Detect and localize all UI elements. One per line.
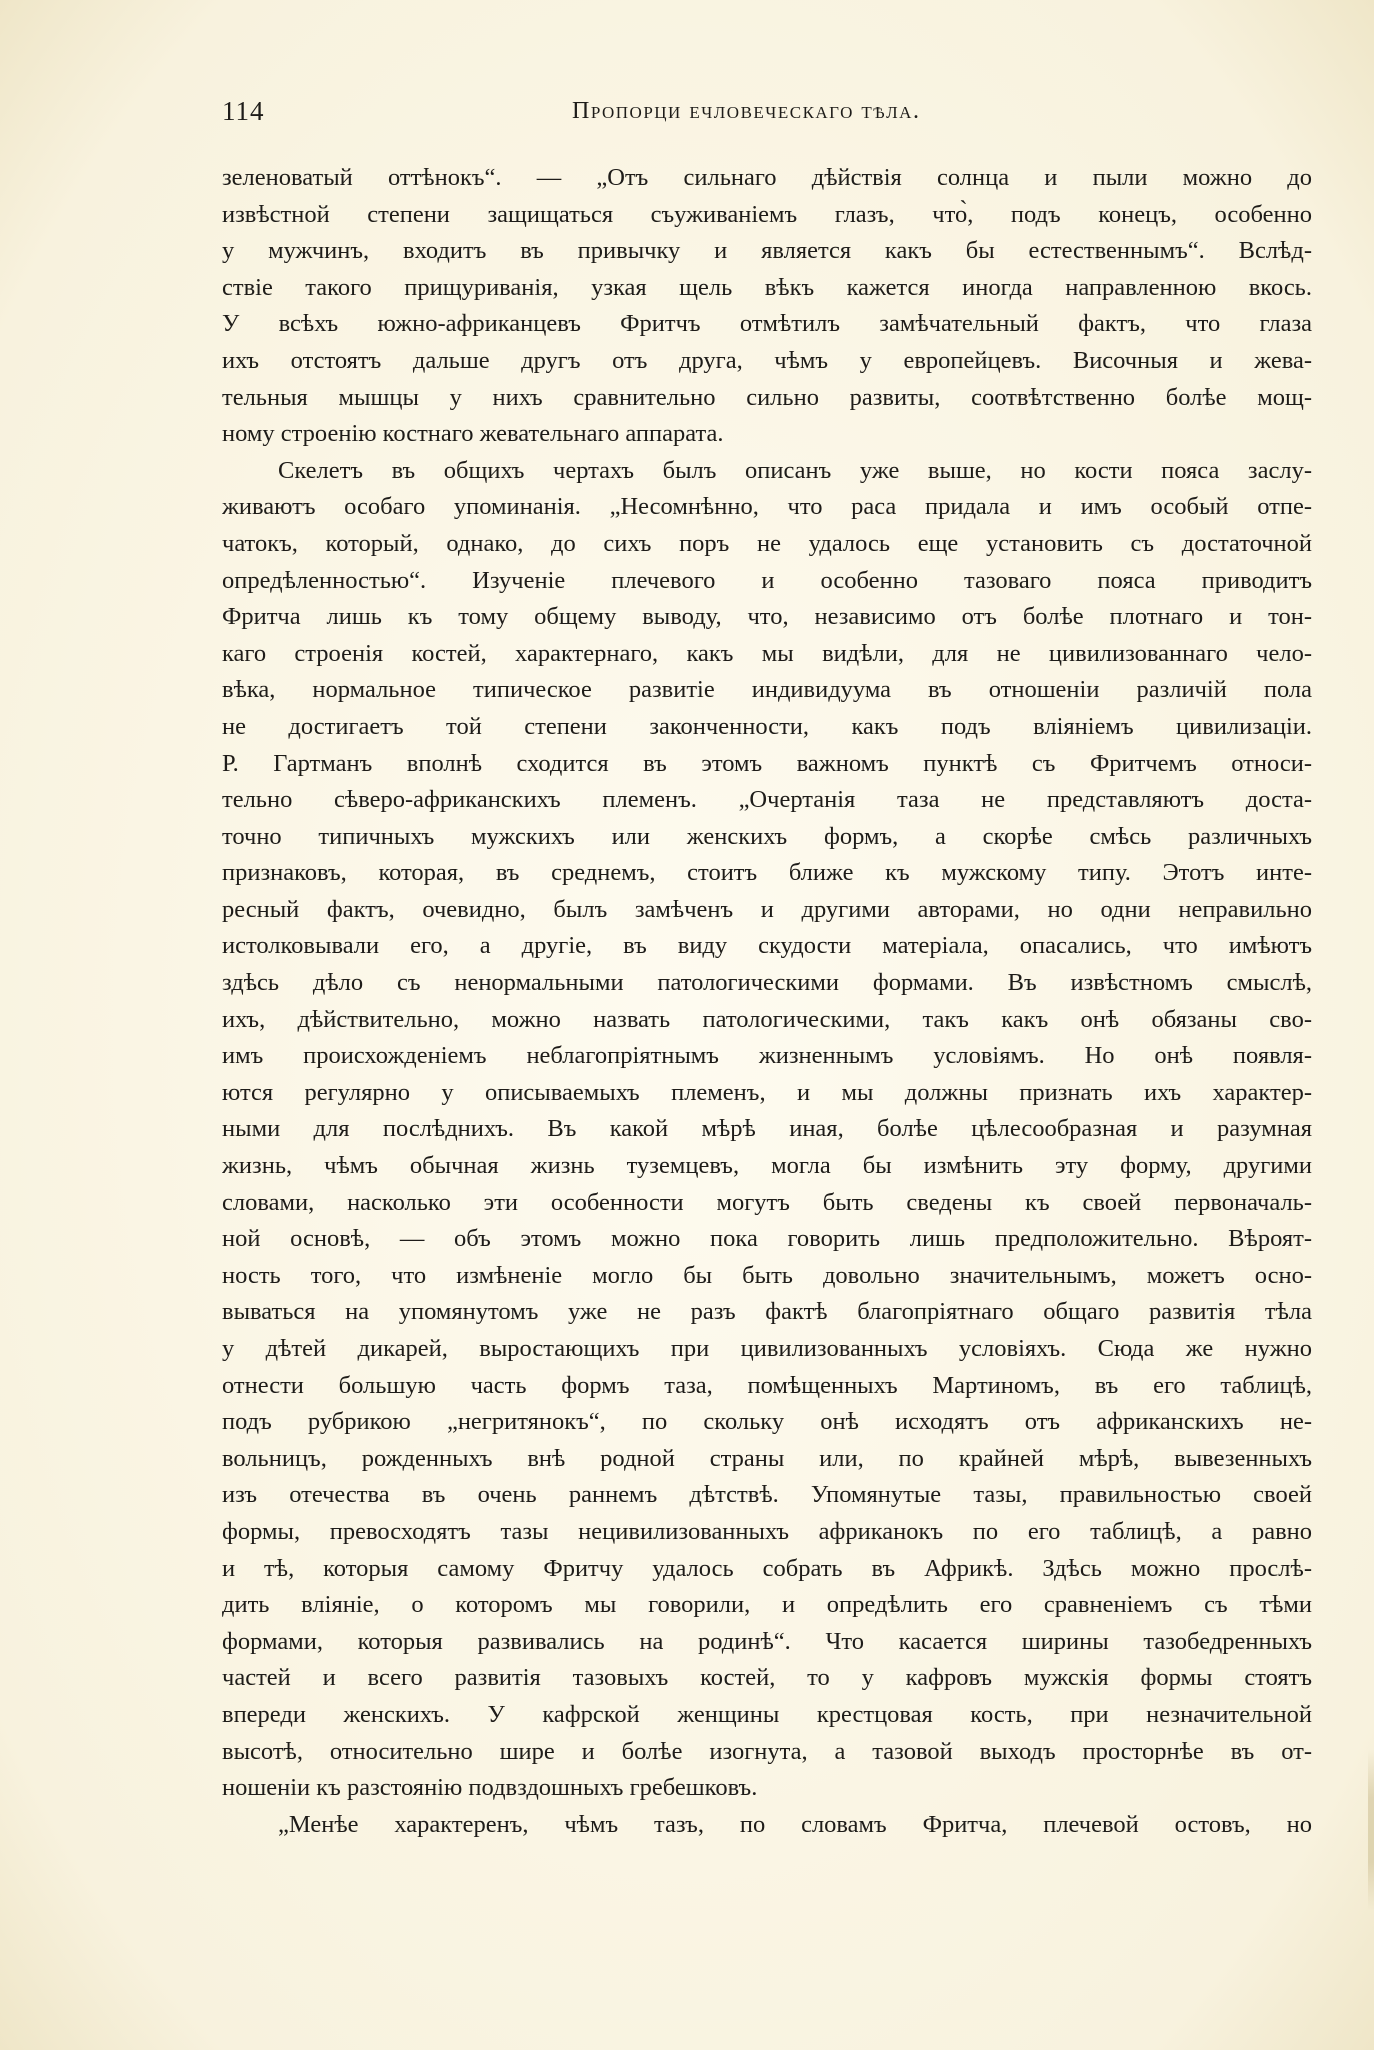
text-line: ной основѣ, — объ этомъ можно пока говорить лишь предположительно. Вѣроят- [222,1225,1312,1253]
text-line: Скелетъ въ общихъ чертахъ былъ описанъ уже выше, но кости пояса заслу- [278,456,1312,484]
text-line: впереди женскихъ. У кафрской женщины крестцовая кость, при незначительной [222,1700,1312,1728]
text-line: Р. Гартманъ вполнѣ сходится въ этомъ важномъ пунктѣ съ Фритчемъ относи- [222,749,1312,777]
text-line: здѣсь дѣло съ ненормальными патологическими формами. Въ извѣстномъ смыслѣ, [222,969,1312,997]
text-line: извѣстной степени защищаться съуживаніемъ глазъ, что̀, подъ конецъ, особенно [222,200,1312,228]
text-line: словами, насколько эти особенности могутъ быть сведены къ своей первоначаль- [222,1188,1312,1216]
text-line: ются регулярно у описываемыхъ племенъ, и мы должны признать ихъ характер- [222,1078,1312,1106]
text-line: „Менѣе характеренъ, чѣмъ тазъ, по словамъ Фритча, плечевой остовъ, но [278,1810,1312,1838]
page-edge-shadow [1368,1750,1374,1910]
text-line: признаковъ, которая, въ среднемъ, стоитъ ближе къ мужскому типу. Этотъ инте- [222,859,1312,887]
text-line: ресный фактъ, очевидно, былъ замѣченъ и другими авторами, но одни неправильно [222,895,1312,923]
text-line: тельно сѣверо-африканскихъ племенъ. „Очертанія таза не представляютъ доста- [222,786,1312,814]
text-line: изъ отечества въ очень раннемъ дѣтствѣ. Упомянутые тазы, правильностью своей [222,1481,1312,1509]
text-line: живаютъ особаго упоминанія. „Несомнѣнно, что раса придала и имъ особый отпе- [222,493,1312,521]
text-line: ствіе такого прищуриванія, узкая щель вѣкъ кажется иногда направленною вкось. [222,273,1312,301]
text-line: Фритча лишь къ тому общему выводу, что, независимо отъ болѣе плотнаго и тон- [222,603,1312,631]
text-line: точно типичныхъ мужскихъ или женскихъ формъ, а скорѣе смѣсь различныхъ [222,822,1312,850]
text-line: жизнь, чѣмъ обычная жизнь туземцевъ, могла бы измѣнить эту форму, другими [222,1152,1312,1180]
text-line: каго строенія костей, характернаго, какъ мы видѣли, для не цивилизованнаго чело- [222,639,1312,667]
text-line: вываться на упомянутомъ уже не разъ фактѣ благопріятнаго общаго развитія тѣла [222,1298,1312,1326]
text-line: у мужчинъ, входитъ въ привычку и является какъ бы естественнымъ“. Вслѣд- [222,237,1312,265]
text-line: высотѣ, относительно шире и болѣе изогнута, а тазовой выходъ просторнѣе въ от- [222,1737,1312,1765]
text-line: истолковывали его, а другіе, въ виду скудости матеріала, опасались, что имѣютъ [222,932,1312,960]
text-line: ношеніи къ разстоянію подвздошныхъ гребешковъ. [222,1774,758,1802]
text-line: ному строенію костнаго жевательнаго аппарата. [222,420,724,448]
text-line: зеленоватый оттѣнокъ“. — „Отъ сильнаго дѣйствія солнца и пыли можно до [222,164,1312,191]
text-line: у дѣтей дикарей, выростающихъ при цивилизованныхъ условіяхъ. Сюда же нужно [222,1335,1312,1362]
text-line: тельныя мышцы у нихъ сравнительно сильно развиты, соотвѣтственно болѣе мощ- [222,383,1312,411]
text-line: вѣка, нормальное типическое развитіе индивидуума въ отношеніи различій пола [222,676,1312,704]
text-line: ихъ, дѣйствительно, можно назвать патологическими, такъ какъ онѣ обязаны сво- [222,1005,1312,1033]
text-line: ихъ отстоятъ дальше другъ отъ друга, чѣмъ у европейцевъ. Височныя и жева- [222,346,1312,374]
text-line: чатокъ, который, однако, до сихъ поръ не удалось еще установить съ достаточной [222,529,1312,557]
text-line: У всѣхъ южно-африканцевъ Фритчъ отмѣтилъ замѣчательный фактъ, что глаза [222,310,1312,338]
text-line: подъ рубрикою „негритянокъ“, по скольку онѣ исходятъ отъ африканскихъ не- [222,1408,1312,1436]
text-line: формы, превосходятъ тазы нецивилизованныхъ африканокъ по его таблицѣ, а равно [222,1517,1312,1545]
text-line: формами, которыя развивались на родинѣ“. Что касается ширины тазобедренныхъ [222,1627,1312,1655]
text-line: имъ происхожденіемъ неблагопріятнымъ жизненнымъ условіямъ. Но онѣ появля- [222,1042,1312,1070]
running-title: Пропорци ечловеческаго тѣла. [572,98,921,124]
text-line: дить вліяніе, о которомъ мы говорили, и опредѣлить его сравненіемъ съ тѣми [222,1591,1312,1619]
text-line: частей и всего развитія тазовыхъ костей, то у кафровъ мужскія формы стоятъ [222,1664,1312,1692]
text-line: отнести большую часть формъ таза, помѣщенныхъ Мартиномъ, въ его таблицѣ, [222,1371,1312,1399]
text-line: опредѣленностью“. Изученіе плечевого и особенно тазоваго пояса приводитъ [222,566,1312,594]
text-line: ность того, что измѣненіе могло бы быть довольно значительнымъ, можетъ осно- [222,1261,1312,1289]
text-line: вольницъ, рожденныхъ внѣ родной страны или, по крайней мѣрѣ, вывезенныхъ [222,1444,1312,1472]
text-line: ными для послѣднихъ. Въ какой мѣрѣ иная, болѣе цѣлесообразная и разумная [222,1115,1312,1143]
body-text [222,160,1312,1843]
text-line: не достигаетъ той степени законченности, какъ подъ вліяніемъ цивилизаціи. [222,712,1312,740]
page-header [222,96,1312,136]
text-line: и тѣ, которыя самому Фритчу удалось собрать въ Африкѣ. Здѣсь можно прослѣ- [222,1554,1312,1582]
page-number: 114 [222,96,265,126]
